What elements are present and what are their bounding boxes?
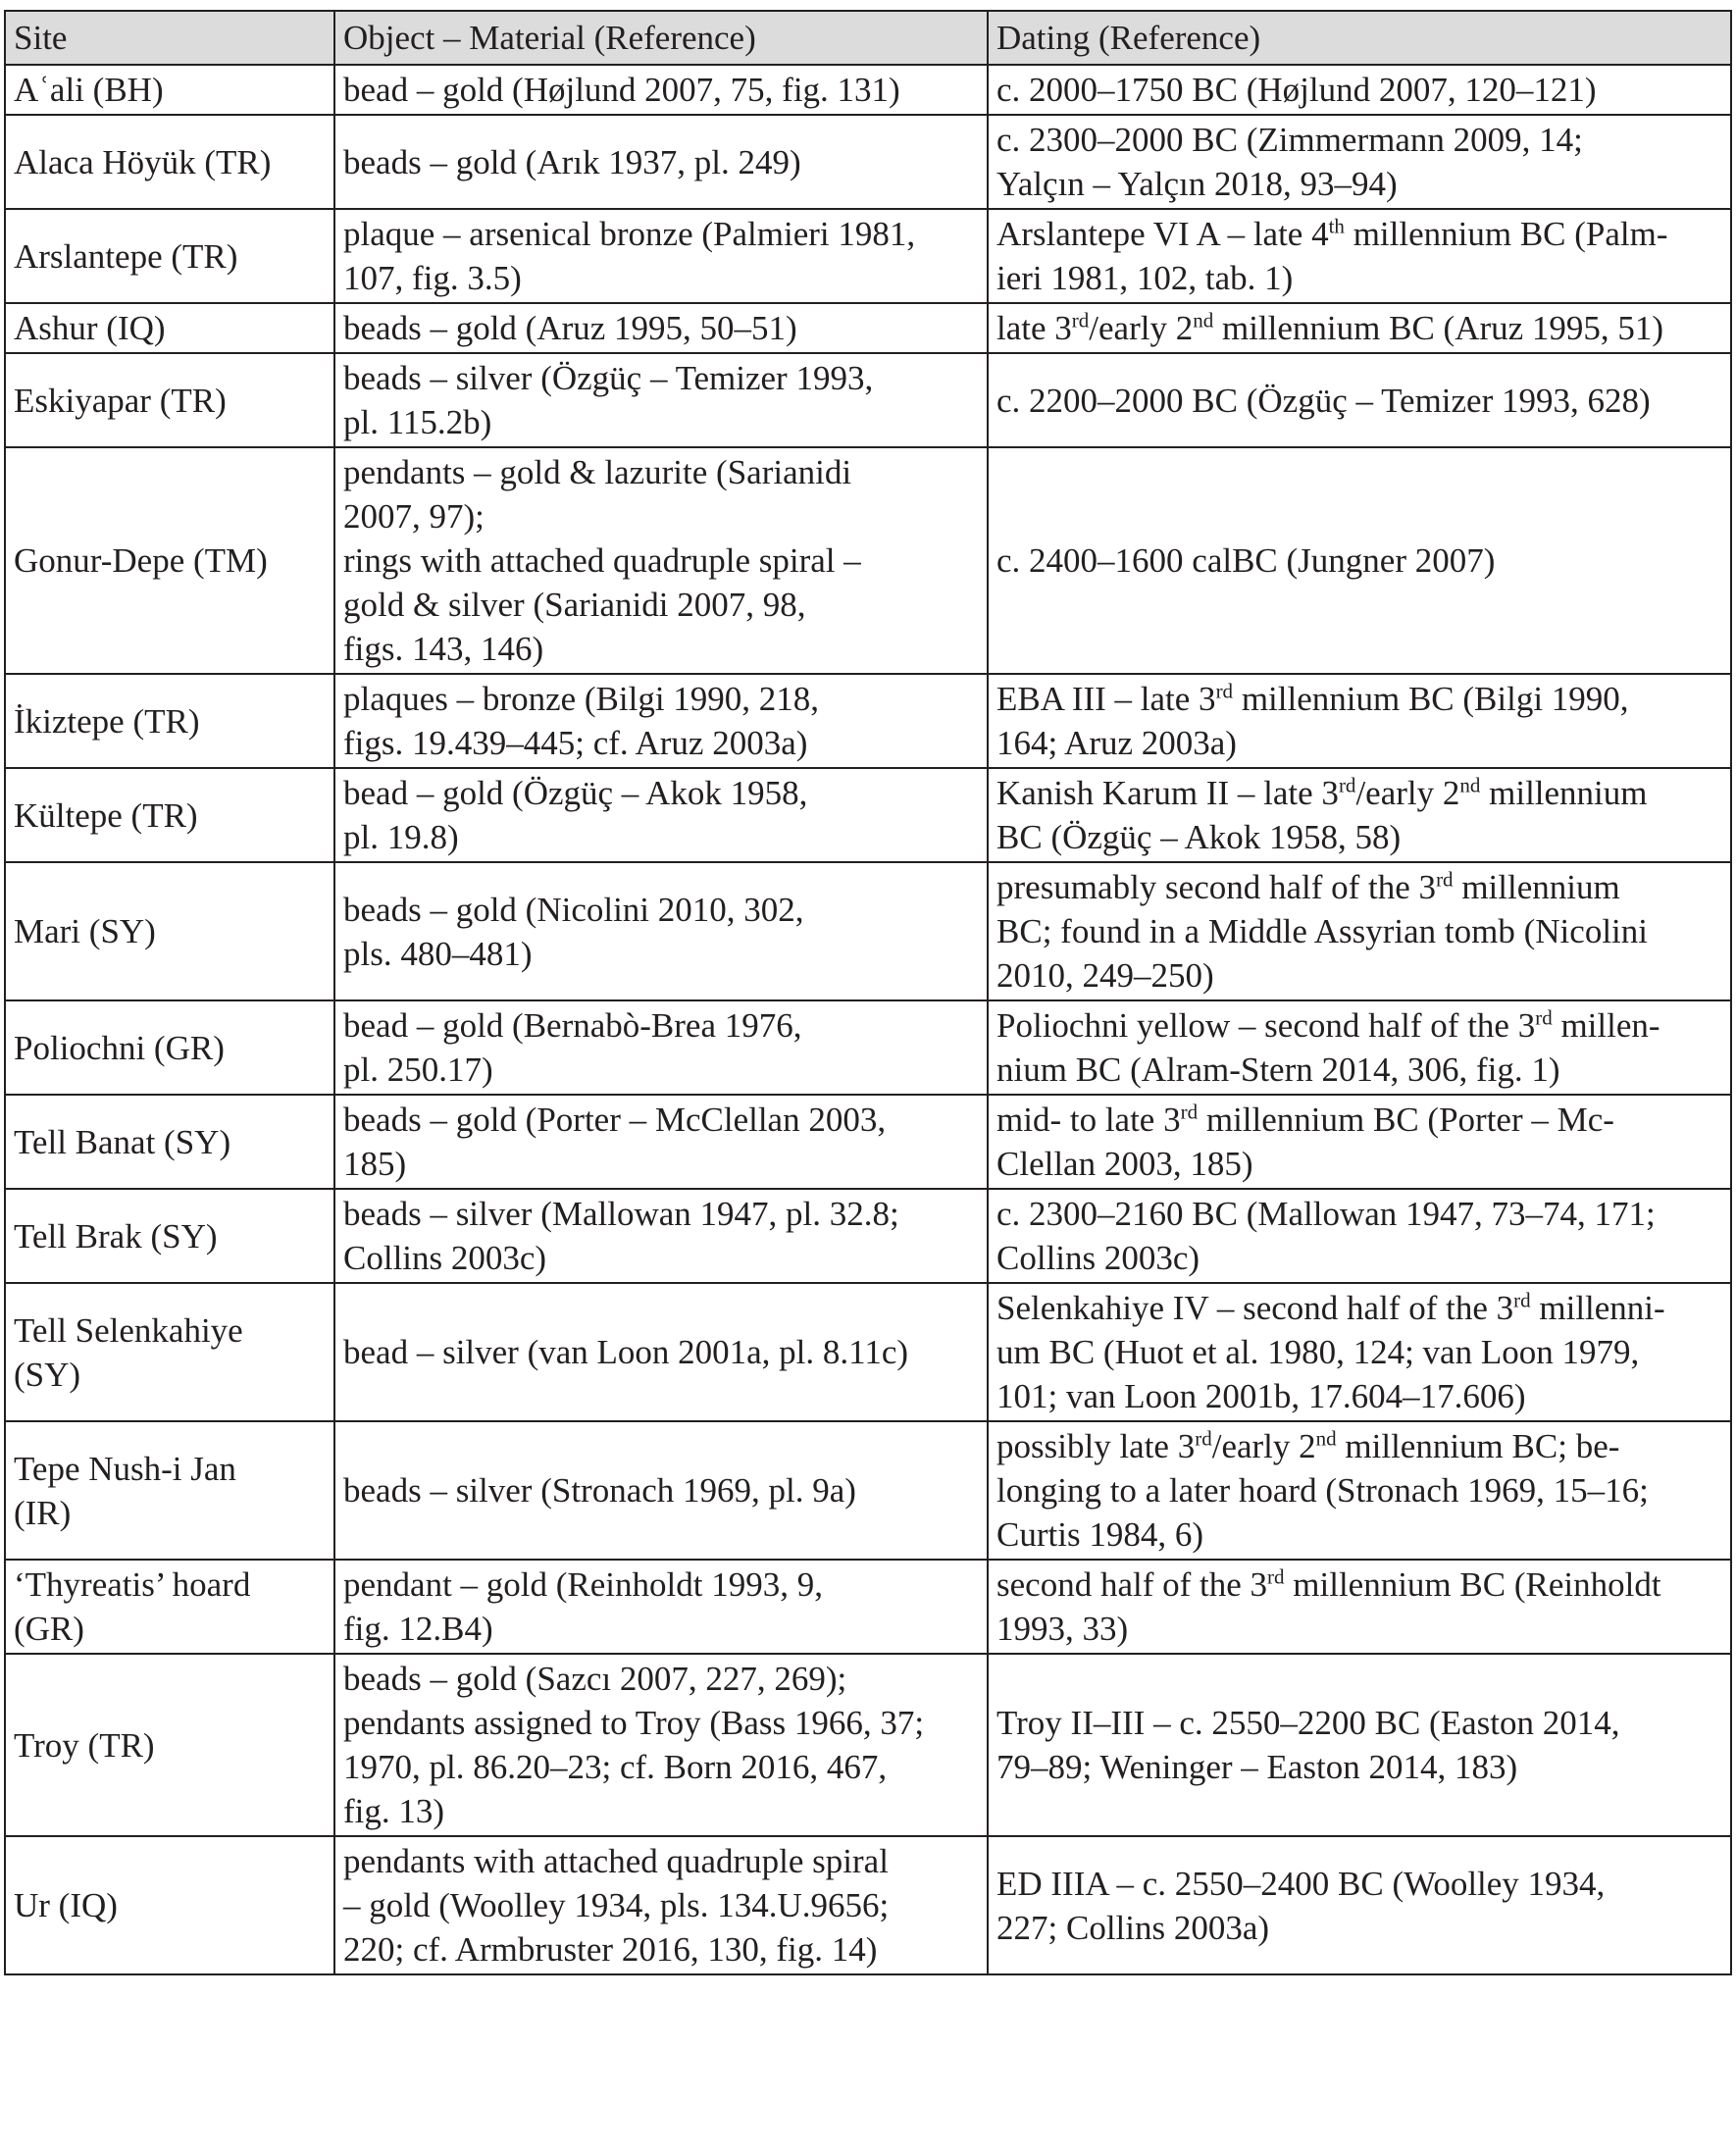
cell-object (334, 209, 988, 303)
table-row (5, 1654, 1731, 1836)
cell-line: pendant – gold (Reinholdt 1993, 9, (343, 1565, 823, 1604)
cell-line: ieri 1981, 102, tab. 1) (996, 259, 1294, 297)
cell-line: 79–89; Weninger – Easton 2014, 183) (996, 1748, 1518, 1786)
cell-line: Tepe Nush-i Jan (14, 1449, 236, 1488)
table-header (5, 11, 1731, 65)
sites-table (4, 10, 1732, 1975)
cell-line: c. 2200–2000 BC (Özgüç – Temizer 1993, 628) (996, 381, 1651, 420)
cell-line: Alaca Höyük (TR) (14, 142, 272, 181)
cell-line: 2010, 249–250) (996, 956, 1214, 995)
cell-dating (988, 353, 1731, 447)
cell-line: 2007, 97); (343, 497, 485, 536)
cell-line: (SY) (14, 1355, 81, 1394)
cell-object (334, 65, 988, 115)
cell-line: second half of the 3rd millennium BC (Reinholdt (996, 1564, 1661, 1604)
cell-line: 185) (343, 1145, 407, 1183)
cell-dating (988, 1421, 1731, 1560)
cell-line: Ur (IQ) (14, 1886, 118, 1924)
cell-object (334, 353, 988, 447)
cell-line: rings with attached quadruple spiral – (343, 541, 861, 580)
cell-line: figs. 19.439–445; cf. Aruz 2003a) (343, 724, 808, 762)
cell-line: Mari (SY) (14, 912, 156, 950)
cell-line: ED IIIA – c. 2550–2400 BC (Woolley 1934, (996, 1864, 1606, 1903)
cell-dating (988, 674, 1731, 768)
cell-dating (988, 447, 1731, 674)
cell-line: gold & silver (Sarianidi 2007, 98, (343, 586, 806, 624)
cell-line: pl. 115.2b) (343, 403, 492, 441)
cell-line: c. 2400–1600 calBC (Jungner 2007) (996, 541, 1496, 580)
cell-line: nium BC (Alram-Stern 2014, 306, fig. 1) (996, 1050, 1560, 1089)
table-row (5, 768, 1731, 862)
cell-site (5, 303, 334, 353)
cell-site (5, 1836, 334, 1974)
cell-line: Troy II–III – c. 2550–2200 BC (Easton 2014, (996, 1704, 1620, 1742)
cell-line: Curtis 1984, 6) (996, 1515, 1203, 1554)
cell-dating (988, 1095, 1731, 1189)
cell-site (5, 353, 334, 447)
cell-line: bead – gold (Højlund 2007, 75, fig. 131) (343, 71, 900, 109)
cell-line: beads – gold (Porter – McClellan 2003, (343, 1101, 887, 1139)
cell-line: beads – silver (Mallowan 1947, pl. 32.8; (343, 1195, 899, 1233)
cell-site (5, 1000, 334, 1095)
cell-dating (988, 1836, 1731, 1974)
table-row (5, 1836, 1731, 1974)
cell-dating (988, 303, 1731, 353)
table-row (5, 1560, 1731, 1654)
cell-line: Tell Selenkahiye (14, 1310, 243, 1350)
column-header-object: Object – Material (Reference) (334, 11, 988, 65)
table-row (5, 65, 1731, 115)
cell-site (5, 1421, 334, 1560)
cell-line: Arslantepe (TR) (14, 236, 238, 276)
cell-dating (988, 65, 1731, 115)
cell-line: Aʿali (BH) (14, 71, 164, 109)
cell-object (334, 674, 988, 768)
cell-line: Gonur-Depe (TM) (14, 541, 268, 580)
cell-line: presumably second half of the 3rd millennium (996, 867, 1620, 906)
cell-line: Troy (TR) (14, 1725, 155, 1765)
cell-line: 1970, pl. 86.20–23; cf. Born 2016, 467, (343, 1748, 888, 1786)
cell-line: beads – silver (Stronach 1969, pl. 9a) (343, 1471, 856, 1510)
cell-line: late 3rd/early 2nd millennium BC (Aruz 1995, 51) (996, 308, 1664, 347)
cell-line: mid- to late 3rd millennium BC (Porter – Mc- (996, 1100, 1614, 1139)
cell-object (334, 1654, 988, 1836)
cell-line: beads – silver (Özgüç – Temizer 1993, (343, 359, 874, 397)
cell-line: beads – gold (Aruz 1995, 50–51) (343, 309, 797, 347)
cell-line: c. 2300–2000 BC (Zimmermann 2009, 14; (996, 121, 1583, 159)
cell-line: c. 2300–2160 BC (Mallowan 1947, 73–74, 171; (996, 1195, 1656, 1233)
cell-dating (988, 209, 1731, 303)
cell-site (5, 1560, 334, 1654)
table-row (5, 862, 1731, 1000)
cell-line: 220; cf. Armbruster 2016, 130, fig. 14) (343, 1930, 878, 1969)
table-row (5, 209, 1731, 303)
cell-line: plaque – arsenical bronze (Palmieri 1981, (343, 215, 916, 253)
cell-line: Eskiyapar (TR) (14, 381, 227, 420)
cell-dating (988, 862, 1731, 1000)
cell-line: Poliochni (GR) (14, 1028, 225, 1067)
cell-line: Clellan 2003, 185) (996, 1145, 1253, 1183)
cell-site (5, 209, 334, 303)
cell-dating (988, 1189, 1731, 1283)
cell-line: pendants – gold & lazurite (Sarianidi (343, 453, 852, 491)
cell-line: plaques – bronze (Bilgi 1990, 218, (343, 680, 820, 718)
column-header-dating: Dating (Reference) (988, 11, 1731, 65)
cell-line: Poliochni yellow – second half of the 3rd millen- (996, 1005, 1660, 1045)
cell-object (334, 1421, 988, 1560)
cell-line: Selenkahiye IV – second half of the 3rd millenni- (996, 1288, 1665, 1327)
column-header-site: Site (5, 11, 334, 65)
table-row (5, 1095, 1731, 1189)
cell-object (334, 303, 988, 353)
cell-site (5, 1189, 334, 1283)
cell-object (334, 447, 988, 674)
cell-line: figs. 143, 146) (343, 630, 544, 668)
cell-dating (988, 1654, 1731, 1836)
cell-site (5, 862, 334, 1000)
cell-line: EBA III – late 3rd millennium BC (Bilgi 1990, (996, 679, 1629, 718)
cell-line: bead – silver (van Loon 2001a, pl. 8.11c) (343, 1333, 909, 1371)
cell-line: longing to a later hoard (Stronach 1969, 15–16; (996, 1471, 1649, 1510)
cell-site (5, 115, 334, 209)
cell-dating (988, 768, 1731, 862)
cell-site (5, 447, 334, 674)
cell-line: – gold (Woolley 1934, pls. 134.U.9656; (343, 1886, 890, 1924)
cell-line: Tell Banat (SY) (14, 1122, 231, 1161)
cell-line: 1993, 33) (996, 1610, 1129, 1648)
cell-site (5, 65, 334, 115)
cell-object (334, 768, 988, 862)
cell-line: (IR) (14, 1493, 72, 1532)
cell-line: 107, fig. 3.5) (343, 259, 522, 297)
cell-line: pendants assigned to Troy (Bass 1966, 37; (343, 1704, 925, 1742)
cell-object (334, 1836, 988, 1974)
cell-line: pl. 250.17) (343, 1050, 493, 1089)
cell-line: fig. 12.B4) (343, 1610, 493, 1648)
cell-line: Kanish Karum II – late 3rd/early 2nd millennium (996, 773, 1648, 812)
cell-object (334, 1189, 988, 1283)
cell-object (334, 1000, 988, 1095)
cell-line: fig. 13) (343, 1792, 445, 1830)
cell-dating (988, 1283, 1731, 1421)
cell-site (5, 1283, 334, 1421)
cell-line: Ashur (IQ) (14, 309, 166, 347)
cell-line: c. 2000–1750 BC (Højlund 2007, 120–121) (996, 71, 1597, 109)
cell-line: beads – gold (Nicolini 2010, 302, (343, 890, 804, 929)
cell-site (5, 674, 334, 768)
cell-object (334, 1095, 988, 1189)
cell-dating (988, 115, 1731, 209)
table-row (5, 1421, 1731, 1560)
cell-line: 101; van Loon 2001b, 17.604–17.606) (996, 1377, 1526, 1415)
cell-dating (988, 1000, 1731, 1095)
table-row (5, 1000, 1731, 1095)
cell-line: Arslantepe VI A – late 4th millennium BC (Palm- (996, 214, 1668, 253)
cell-object (334, 1560, 988, 1654)
cell-line: bead – gold (Bernabò-Brea 1976, (343, 1006, 802, 1045)
cell-object (334, 1283, 988, 1421)
cell-line: Tell Brak (SY) (14, 1216, 218, 1255)
cell-line: BC; found in a Middle Assyrian tomb (Nicolini (996, 912, 1648, 950)
table-row (5, 1189, 1731, 1283)
cell-line: pendants with attached quadruple spiral (343, 1842, 889, 1880)
cell-line: pls. 480–481) (343, 934, 533, 973)
cell-line: 227; Collins 2003a) (996, 1908, 1270, 1947)
cell-line: beads – gold (Sazcı 2007, 227, 269); (343, 1660, 847, 1698)
cell-object (334, 115, 988, 209)
cell-object (334, 862, 988, 1000)
cell-line: (GR) (14, 1610, 84, 1648)
cell-line: BC (Özgüç – Akok 1958, 58) (996, 818, 1402, 856)
cell-line: Collins 2003c) (996, 1239, 1200, 1277)
cell-line: pl. 19.8) (343, 818, 459, 856)
table-row (5, 303, 1731, 353)
table-row (5, 447, 1731, 674)
cell-site (5, 768, 334, 862)
cell-site (5, 1654, 334, 1836)
cell-line: Collins 2003c) (343, 1239, 547, 1277)
table-row (5, 115, 1731, 209)
cell-line: 164; Aruz 2003a) (996, 724, 1237, 762)
header-row (5, 11, 1731, 65)
cell-line: bead – gold (Özgüç – Akok 1958, (343, 774, 808, 812)
cell-line: ‘Thyreatis’ hoard (14, 1565, 251, 1604)
table-body (5, 65, 1731, 1974)
cell-line: İkiztepe (TR) (14, 701, 200, 741)
table-row (5, 674, 1731, 768)
cell-site (5, 1095, 334, 1189)
cell-line: um BC (Huot et al. 1980, 124; van Loon 1979, (996, 1333, 1640, 1371)
cell-line: Kültepe (TR) (14, 795, 198, 835)
cell-line: beads – gold (Arık 1937, pl. 249) (343, 142, 801, 181)
table-row (5, 1283, 1731, 1421)
table-row (5, 353, 1731, 447)
cell-line: Yalçın – Yalçın 2018, 93–94) (996, 165, 1398, 203)
cell-line: possibly late 3rd/early 2nd millennium BC; be- (996, 1426, 1620, 1465)
cell-dating (988, 1560, 1731, 1654)
